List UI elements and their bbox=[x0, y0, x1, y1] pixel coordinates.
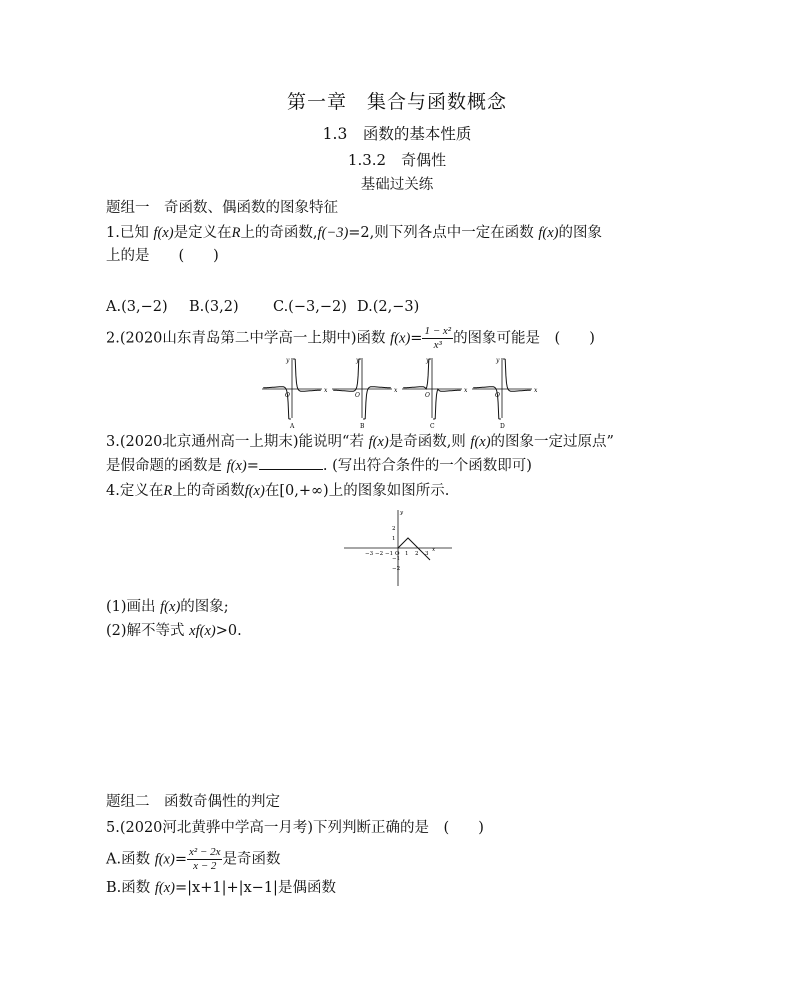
x-tick-label: 3 bbox=[425, 551, 429, 557]
chapter-title: 第一章 集合与函数概念 bbox=[286, 91, 507, 113]
section-title: 1.3 函数的基本性质 bbox=[322, 125, 472, 143]
x-tick-label: −1 bbox=[385, 551, 394, 557]
graph-label: B bbox=[360, 423, 365, 430]
question-4-graph bbox=[340, 506, 458, 590]
question-1-option-a: A.(3,−2) bbox=[106, 299, 168, 315]
question-5-option-b: B.函数 f(x)=|x+1|+|x−1|是偶函数 bbox=[106, 880, 336, 896]
y-axis-label: y bbox=[356, 357, 360, 364]
y-axis-label: y bbox=[426, 357, 430, 364]
graph-panel-d bbox=[472, 357, 538, 430]
graph-panel-c bbox=[402, 357, 468, 430]
question-3: 3.(2020北京通州高一上期末)能说明“若 f(x)是奇函数,则 f(x)的图象一定过原点” bbox=[106, 434, 614, 450]
y-axis-label: y bbox=[496, 357, 500, 364]
y-tick-label: 1 bbox=[392, 536, 396, 542]
curve-branch-1 bbox=[363, 387, 391, 419]
x-axis-label: x bbox=[324, 387, 328, 394]
answer-blank[interactable] bbox=[259, 455, 323, 470]
group2-title: 题组二 函数奇偶性的判定 bbox=[106, 794, 280, 810]
origin-label: O bbox=[425, 392, 430, 399]
graph-panel-b bbox=[332, 357, 398, 430]
question-1-option-d: D.(2,−3) bbox=[357, 299, 420, 315]
question-1-option-b: B.(3,2) bbox=[189, 299, 239, 315]
x-axis-label: x bbox=[464, 387, 468, 394]
origin-label: O bbox=[355, 392, 360, 399]
question-5: 5.(2020河北黄骅中学高一月考)下列判断正确的是 ( ) bbox=[106, 820, 484, 836]
question-5-option-a: A.函数 f(x)= $\frac{\text{x² − 2x}}{x - 2}$ 是奇函数 bbox=[106, 846, 281, 872]
question-2: 2.(2020山东青岛第二中学高一上期中)函数 f(x)= $\frac{\text{1 − x²}}{\text{x³}}$ 的图象可能是 ( ) bbox=[106, 325, 595, 351]
subsection-title: 1.3.2 奇偶性 bbox=[347, 151, 447, 169]
curve-branch-0 bbox=[263, 387, 291, 419]
y-tick-label: −1 bbox=[392, 556, 401, 562]
question-2-graphs bbox=[258, 354, 538, 430]
question-4: 4.定义在R上的奇函数f(x)在[0,+∞)上的图象如图所示. bbox=[106, 483, 450, 499]
group1-title: 题组一 奇函数、偶函数的图象特征 bbox=[106, 200, 338, 216]
x-tick-label: −2 bbox=[375, 551, 384, 557]
question-4-part-1: (1)画出 f(x)的图象; bbox=[106, 599, 229, 615]
y-axis-label: y bbox=[286, 357, 290, 364]
graph-label: C bbox=[430, 423, 435, 430]
question-1-option-c: C.(−3,−2) bbox=[273, 299, 347, 315]
question-4-part-2: (2)解不等式 xf(x)>0. bbox=[106, 623, 242, 639]
fx: f(x) bbox=[153, 225, 174, 241]
fraction: $\frac{\text{1 − x²}}{\text{x³}}$ bbox=[424, 325, 452, 351]
x-tick-label: −3 bbox=[365, 551, 374, 557]
curve-branch-1 bbox=[503, 359, 531, 391]
graph-label: D bbox=[500, 423, 505, 430]
question-1: 1.已知 f(x)是定义在R上的奇函数,f(−3)=2,则下列各点中一定在函数 f(x)的图象 bbox=[106, 225, 602, 241]
question-3-line2: 是假命题的函数是 f(x)= . (写出符合条件的一个函数即可) bbox=[106, 455, 532, 476]
graph-label: A bbox=[290, 423, 295, 430]
x-tick-label: O bbox=[395, 551, 400, 557]
x-axis-label: x bbox=[432, 547, 436, 553]
origin-label: O bbox=[495, 392, 500, 399]
y-axis-label: y bbox=[400, 510, 404, 516]
origin-label: O bbox=[285, 392, 290, 399]
y-tick-label: −2 bbox=[392, 566, 401, 572]
graph-panel-a bbox=[262, 357, 328, 430]
level-title: 基础过关练 bbox=[360, 177, 434, 193]
x-axis-label: x bbox=[394, 387, 398, 394]
curve-branch-1 bbox=[433, 389, 461, 419]
curve-branch-0 bbox=[473, 387, 501, 419]
x-tick-label: 1 bbox=[405, 551, 409, 557]
x-axis-label: x bbox=[534, 387, 538, 394]
fraction: $\frac{\text{x² − 2x}}{x - 2}$ bbox=[188, 846, 221, 872]
x-tick-label: 2 bbox=[415, 551, 419, 557]
y-tick-label: 2 bbox=[392, 526, 396, 532]
question-1-line2: 上的是 ( ) bbox=[106, 248, 219, 264]
curve-branch-1 bbox=[293, 359, 321, 391]
